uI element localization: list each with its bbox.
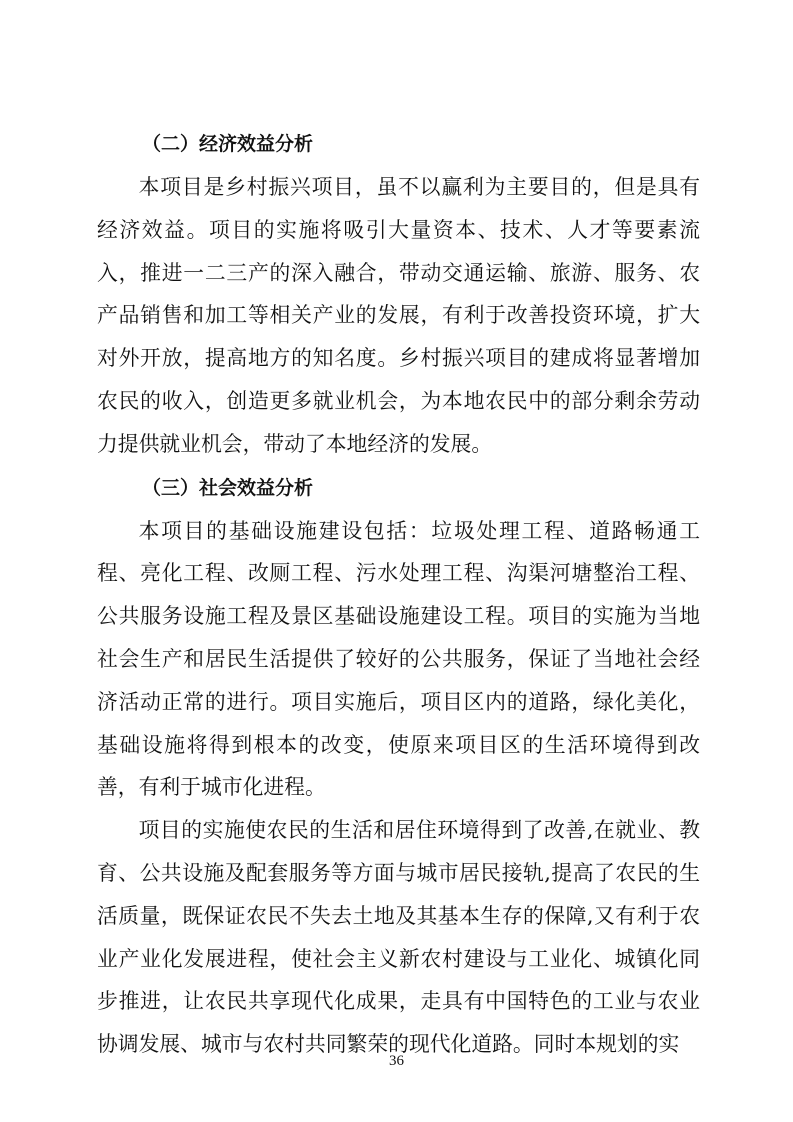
page-body [97,122,700,1066]
section-heading-economic-benefit: （二）经济效益分析 [142,133,314,155]
page-number: 36 [389,1053,404,1069]
section-heading-social-benefit: （三）社会效益分析 [142,476,314,499]
paragraph-economic-benefit: 本项目是乡村振兴项目，虽不以赢利为主要目的，但是具有经济效益。项目的实施将吸引大量资本、技术、人才等要素流入，推进一二三产的深入融合，带动交通运输、旅游、服务、农产品销售和加工等相关产业的发展，有利于改善投资环境，扩大对外开放，提高地方的知名度。乡村振兴项目的建成将显著增加农民的收入，创造更多就业机会，为本地农民中的部分剩余劳动力提供就业机会，带动了本地经济的发展。 [97,175,700,456]
paragraph-infrastructure: 本项目的基础设施建设包括：垃圾处理工程、道路畅通工程、亮化工程、改厕工程、污水处理工程、沟渠河塘整治工程、公共服务设施工程及景区基础设施建设工程。项目的实施为当地社会生产和居民生活提供了较好的公共服务，保证了当地社会经济活动正常的进行。项目实施后，项目区内的道路，绿化美化，基础设施将得到根本的改变，使原来项目区的生活环境得到改善，有利于城市化进程。 [97,518,700,800]
paragraph-living-environment: 项目的实施使农民的生活和居住环境得到了改善,在就业、教育、公共设施及配套服务等方面与城市居民接轨,提高了农民的生活质量，既保证农民不失去土地及其基本生存的保障,又有利于农业产业化发展进程，使社会主义新农村建设与工业化、城镇化同步推进，让农民共享现代化成果，走具有中国特色的工业与农业协调发展、城市与农村共同繁荣的现代化道路。同时本规划的实 [97,818,700,1057]
